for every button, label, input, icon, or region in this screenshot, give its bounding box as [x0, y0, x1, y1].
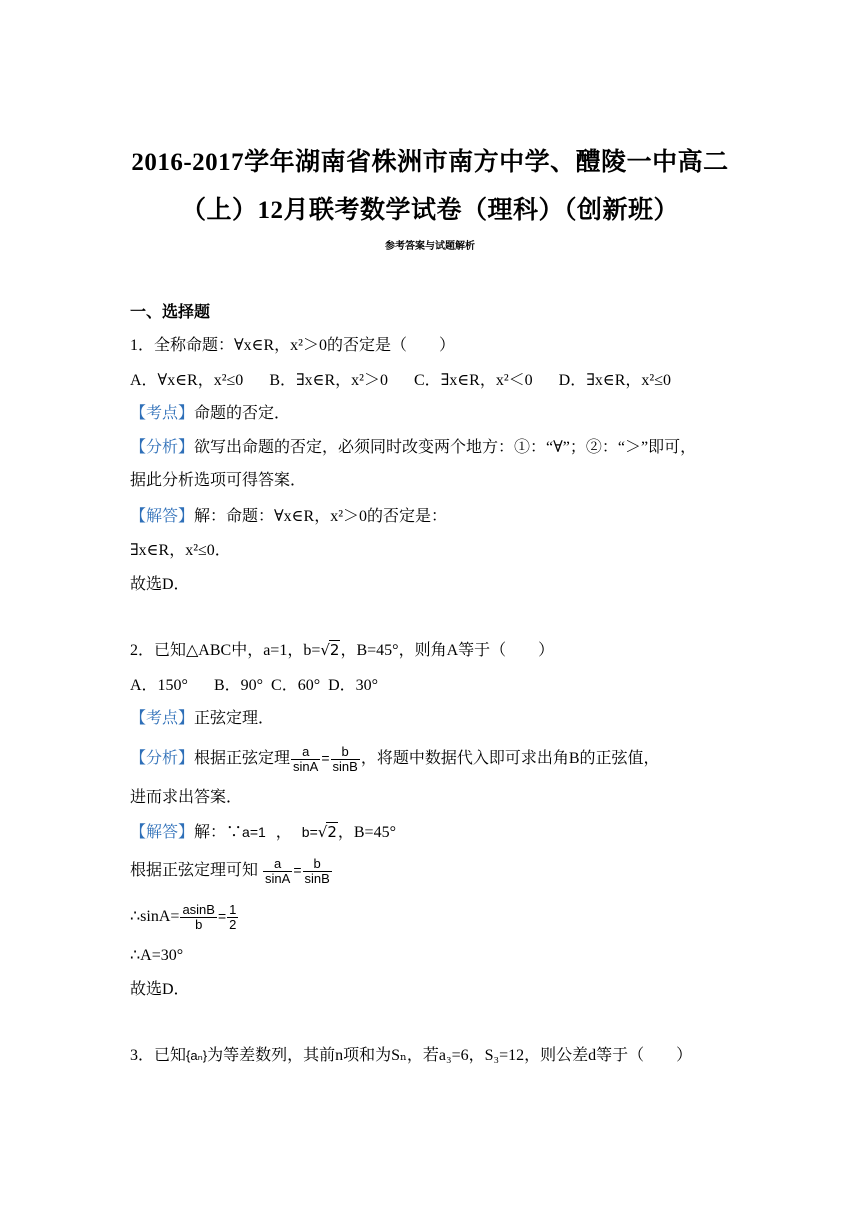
q2-jieda-b-pre: b= [301, 824, 318, 840]
q2-stem [130, 640, 554, 661]
q1-kaodian [130, 404, 290, 424]
q3-stem-pre: 3．已知 [130, 1047, 187, 1064]
q2-jieda-a: a=1 [242, 824, 266, 840]
jieda-tag: 【解答】 [130, 508, 195, 525]
frac-numerator: 1 [229, 901, 237, 917]
q2-options [130, 676, 378, 696]
frac-denominator: b [195, 916, 203, 932]
fraction-b-over-sinB [331, 745, 360, 774]
frac-denominator: 2 [229, 916, 237, 932]
q1-fenxi-text: 欲写出命题的否定，必须同时改变两个地方：①：“∀”；②：“＞”即可， [194, 439, 697, 456]
q1-option-a: A．∀x∈R，x²≤0 [130, 372, 244, 389]
q1-kaodian-text: 命题的否定． [194, 405, 291, 422]
q3-sequence: {aₙ} [186, 1048, 208, 1063]
q2-option-a: A．150° [130, 677, 188, 694]
q1-jieda-text: 解：命题：∀x∈R，x²＞0的否定是： [194, 508, 447, 525]
q2-jieda-sep: ， [275, 824, 292, 841]
q1-jieda [130, 507, 447, 527]
q2-jieda [130, 822, 396, 843]
q2-stem-post: ，B=45°，则角A等于（ ） [340, 642, 555, 659]
q1-fenxi [130, 438, 696, 458]
sqrt-symbol: √2 [317, 823, 337, 841]
page-subtitle: 参考答案与试题解析 [385, 241, 475, 252]
q2-fenxi-pre: 根据正弦定理 [194, 750, 291, 767]
q2-jieda-pre: 解：∵ [194, 824, 243, 841]
q1-option-b: B．∃x∈R，x²＞0 [269, 372, 388, 389]
fraction-a-over-sinA [263, 857, 292, 886]
q1-jieda-line2: ∃x∈R，x²≤0． [130, 542, 231, 559]
q3-stem-mid: 为等差数列，其前n项和为Sₙ，若a₃=6，S₃=12，则公差d等于（ ） [207, 1047, 693, 1064]
jieda-tag: 【解答】 [130, 824, 195, 841]
q2-conclusion: 故选D． [130, 981, 190, 998]
q2-jieda-sqrt-value: 2 [327, 823, 337, 841]
frac-equals: = [321, 750, 330, 766]
q2-kaodian-text: 正弦定理． [194, 710, 275, 727]
q1-stem: 1．全称命题：∀x∈R，x²＞0的否定是（ ） [130, 337, 455, 354]
page-title-line1: 2016-2017学年湖南省株洲市南方中学、醴陵一中高二 [131, 149, 729, 176]
q2-fenxi [130, 740, 660, 777]
kaodian-tag: 【考点】 [130, 405, 195, 422]
frac-denominator: sinA [265, 870, 291, 886]
q1-options [130, 371, 693, 391]
q2-stem-pre: 2．已知△ABC中，a=1，b= [130, 642, 321, 659]
frac-equals: = [293, 862, 302, 878]
q1-option-c: C．∃x∈R，x²＜0 [413, 372, 533, 389]
q2-option-c: C．60° [271, 677, 321, 694]
q2-law [130, 852, 333, 889]
q2-therefore2: ∴A=30° [130, 947, 184, 964]
q1-option-d: D．∃x∈R，x²≤0 [558, 372, 671, 389]
q2-stem-sqrt-value: 2 [329, 641, 340, 659]
section-heading: 一、选择题 [130, 304, 211, 321]
fenxi-tag: 【分析】 [130, 750, 195, 767]
q2-jieda-post: ，B=45° [337, 824, 396, 841]
q2-fenxi-line2: 进而求出答案． [130, 789, 243, 806]
fraction-one-half [227, 903, 238, 932]
frac-numerator: b [303, 857, 332, 872]
frac-numerator: b [331, 745, 360, 760]
q1-fenxi-line2: 据此分析选项可得答案． [130, 472, 307, 489]
fraction-b-over-sinB [303, 857, 332, 886]
fenxi-tag: 【分析】 [130, 439, 195, 456]
frac-denominator: sinB [332, 758, 358, 774]
frac-numerator: a [263, 857, 292, 872]
frac-numerator: asinB [182, 901, 215, 917]
frac-numerator: a [291, 745, 320, 760]
q2-option-d: D．30° [328, 677, 379, 694]
frac-denominator: sinA [293, 758, 319, 774]
q2-kaodian [130, 709, 274, 729]
q2-law-text: 根据正弦定理可知 [130, 862, 259, 879]
page-title-line2: （上）12月联考数学试卷（理科）（创新班） [180, 197, 679, 224]
q2-sinA [130, 898, 239, 935]
frac-denominator: sinB [304, 870, 330, 886]
q2-therefore1: ∴sinA= [130, 908, 180, 925]
fraction-asinB-over-b [180, 903, 217, 932]
sqrt-symbol: √2 [320, 641, 340, 659]
kaodian-tag: 【考点】 [130, 710, 195, 727]
fraction-a-over-sinA [291, 745, 320, 774]
q3-stem [130, 1046, 692, 1066]
frac-equals: = [217, 908, 227, 924]
q2-fenxi-post: ，将题中数据代入即可求出角B的正弦值， [360, 750, 660, 767]
q2-option-b: B．90° [213, 677, 264, 694]
q1-conclusion: 故选D． [130, 576, 190, 593]
